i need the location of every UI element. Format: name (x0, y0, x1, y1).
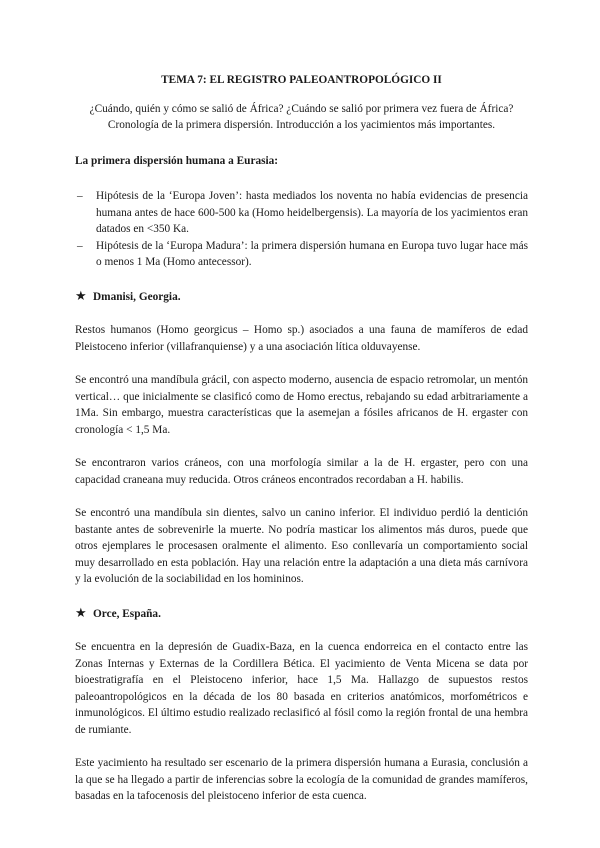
dash-icon: – (77, 190, 83, 202)
dmanisi-paragraph-mandible: Se encontró una mandíbula grácil, con aspecto moderno, ausencia de espacio retromolar, un mentón vertical… que inicialmente se clasificó como de Homo erectus, rebajando su edad arbitrariamente a 1Ma. Sin embargo, muestra características que la asemejan a fósiles africanos de H. ergaster con cronología < 1,5 Ma. (75, 374, 528, 436)
dash-icon: – (77, 239, 83, 252)
list-item (75, 238, 528, 271)
orce-paragraph-dispersion: Este yacimiento ha resultado ser escenario de la primera dispersión humana a Eurasia, conclusión a la que se ha llegado a partir de inferencias sobre la ecología de la comunidad de grandes mamíferos, basadas en la tafocenosis del pleistoceno inferior de esta cuenca. (75, 757, 528, 802)
site-heading-label: Dmanisi, Georgia. (93, 290, 181, 303)
site-heading-label: Orce, España. (93, 607, 161, 620)
section-heading-dispersion: La primera dispersión humana a Eurasia: (75, 154, 279, 167)
hypothesis-mature-europe: Hipótesis de la ‘Europa Madura’: la primera dispersión humana en Europa tuvo lugar hace más o menos 1 Ma (Homo antecessor). (96, 239, 528, 268)
site-heading-dmanisi (75, 289, 528, 306)
dmanisi-paragraph-remains: Restos humanos (Homo georgicus – Homo sp.) asociados a una fauna de mamíferos de edad Pleistoceno inferior (villafranquiense) y a una asociación lítica olduvayense. (75, 324, 528, 353)
document-title: TEMA 7: EL REGISTRO PALEOANTROPOLÓGICO II (161, 74, 442, 86)
dmanisi-paragraph-crania: Se encontraron varios cráneos, con una morfología similar a la de H. ergaster, pero con una capacidad craneana muy reducida. Otros cráneos encontrados recordaban a H. habilis. (75, 457, 528, 486)
document-page (75, 72, 528, 805)
document-subtitle: ¿Cuándo, quién y cómo se salió de África? ¿Cuándo se salió por primera vez fuera de África? Cronología de la primera dispersión. Introducción a los yacimientos más importantes. (89, 102, 514, 131)
site-heading-orce (75, 606, 528, 623)
star-icon: ★ (75, 604, 87, 620)
hypothesis-young-europe: Hipótesis de la ‘Europa Joven’: hasta mediados los noventa no había evidencias de presencia humana antes de hace 600-500 ka (Homo heidelbergensis). La mayoría de los yacimientos eran datados en <350 Ka. (96, 190, 528, 235)
hypothesis-list (75, 188, 528, 271)
star-icon: ★ (75, 287, 87, 303)
orce-paragraph-location: Se encuentra en la depresión de Guadix-Baza, en la cuenca endorreica en el contacto entre las Zonas Internas y Externas de la Cordillera Bética. El yacimiento de Venta Micena se data por bioestratigrafía en el Pleistoceno inferior, hace 1,5 Ma. Hallazgo de supuestos restos paleoantropológicos en la década de los 80 basada en criterios anatómicos, morfométricos e inmunológicos. El último estudio realizado reclasificó al fósil como la región frontal de una hembra de rumiante. (75, 641, 528, 736)
list-item (75, 188, 528, 238)
dmanisi-paragraph-toothless: Se encontró una mandíbula sin dientes, salvo un canino inferior. El individuo perdió la dentición bastante antes de sobrevenirle la muerte. No podría masticar los alimentos más duros, puede que otros ejemplares le procesasen oralmente el alimento. Eso conllevaría un comportamiento social muy desarrollado en esta población. Hay una relación entre la adaptación a una dieta más carnívora y la evolución de la sociabilidad en los homininos. (75, 507, 528, 585)
